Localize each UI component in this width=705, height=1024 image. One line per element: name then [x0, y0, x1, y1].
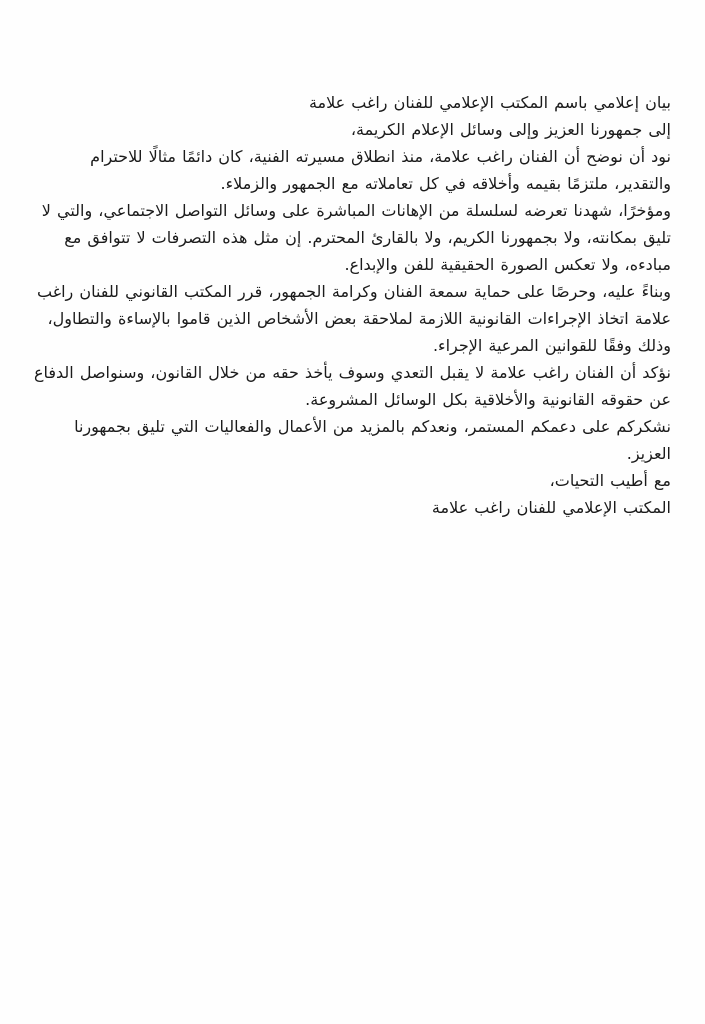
statement-paragraph: ومؤخرًا، شهدنا تعرضه لسلسلة من الإهانات المباشرة على وسائل التواصل الاجتماعي، والتي لا تليق بمكانته، ولا بجمهورنا الكريم، ولا بالقارئ المحترم. إن مثل هذه التصرفات لا تتوافق مع مبادءه، ولا تعكس الصورة الحقيقية للفن والإبداع. — [41, 201, 671, 274]
statement-greeting: إلى جمهورنا العزيز وإلى وسائل الإعلام الكريمة، — [350, 120, 671, 139]
statement-paragraph: نشكركم على دعمكم المستمر، ونعدكم بالمزيد من الأعمال والفعاليات التي تليق بجمهورنا العزيز. — [74, 417, 671, 463]
statement-signature: المكتب الإعلامي للفنان راغب علامة — [431, 498, 671, 517]
statement-paragraph: نؤكد أن الفنان راغب علامة لا يقبل التعدي وسوف يأخذ حقه من خلال القانون، وسنواصل الدفاع عن حقوقه القانونية والأخلاقية بكل الوسائل المشروعة. — [33, 363, 671, 409]
statement-paragraph: وبناءً عليه، وحرصًا على حماية سمعة الفنان وكرامة الجمهور، قرر المكتب القانوني للفنان راغب علامة اتخاذ الإجراءات القانونية اللازمة لملاحقة بعض الأشخاص الذين قاموا بالإساءة والتطاول، وذلك وفقًا للقوانين المرعية الإجراء. — [37, 282, 671, 355]
statement-closing: مع أطيب التحيات، — [549, 471, 671, 490]
statement-title: بيان إعلامي باسم المكتب الإعلامي للفنان راغب علامة — [308, 93, 671, 112]
statement-paragraph: نود أن نوضح أن الفنان راغب علامة، منذ انطلاق مسيرته الفنية، كان دائمًا مثالًا للاحترام والتقدير، ملتزمًا بقيمه وأخلاقه في كل تعاملاته مع الجمهور والزملاء. — [90, 147, 671, 193]
